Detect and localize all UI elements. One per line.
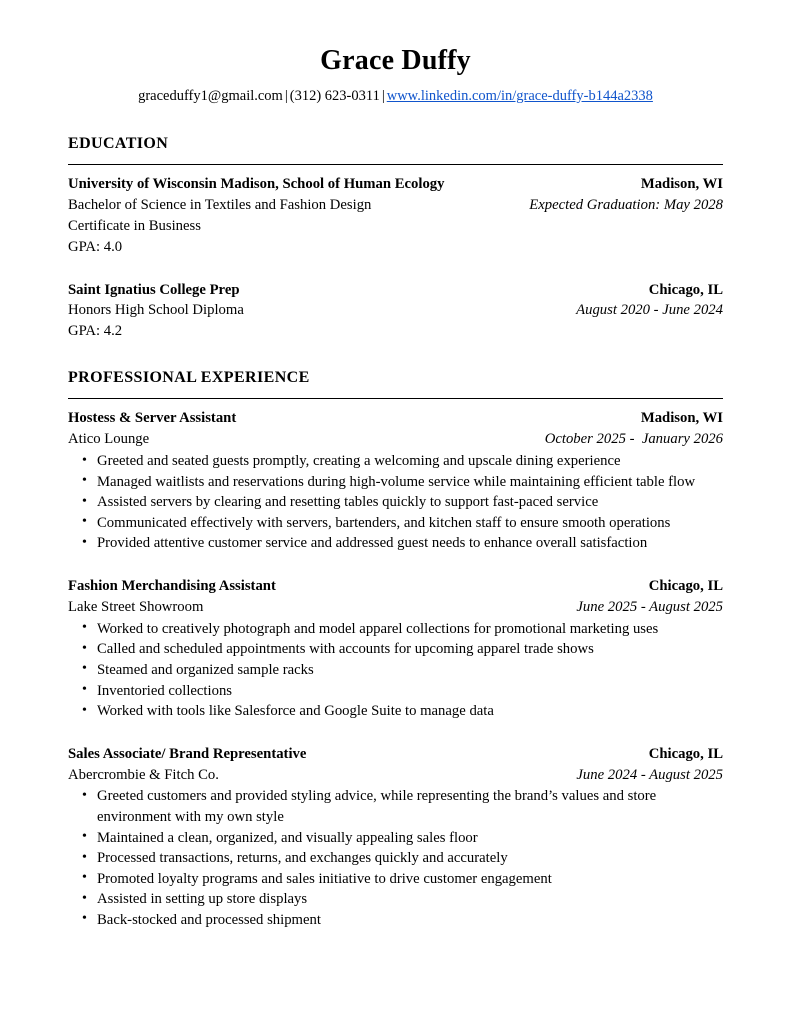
entry-role: Honors High School Diploma [68,302,244,319]
entry-bullet-list [68,786,723,930]
bullet-item: • Processed transactions, returns, and exchanges quickly and accurately [68,848,723,869]
entry-role: Bachelor of Science in Textiles and Fashion Design [68,196,372,213]
entry-bullet-list [68,451,723,554]
entry-location: Chicago, IL [648,745,723,762]
bullet-item: • Communicated effectively with servers, bartenders, and kitchen staff to ensure smooth operations [68,513,723,534]
resume-entry [68,408,723,554]
resume-entry [68,280,723,343]
entry-header-row [68,744,723,765]
resume-sections [68,134,723,931]
entry-dates: Expected Graduation: May 2028 [529,196,723,213]
entry-dates: October 2025 - January 2026 [544,431,723,448]
entry-detail-line: Certificate in Business [68,217,201,234]
phone-text: (312) 623-0311 [289,88,380,105]
bullet-item: • Assisted in setting up store displays [68,889,723,910]
entry-header-row [68,280,723,301]
bullet-item: • Worked with tools like Salesforce and Google Suite to manage data [68,701,723,722]
entry-subheader-row [68,195,723,216]
bullet-item: • Steamed and organized sample racks [68,660,723,681]
resume-entry [68,576,723,722]
bullet-item: • Assisted servers by clearing and resetting tables quickly to support fast-paced service [68,492,723,513]
entry-spacer [68,722,723,744]
resume-entry [68,174,723,258]
bullet-item: • Greeted and seated guests promptly, creating a welcoming and upscale dining experience [68,451,723,472]
entry-subheader-row [68,429,723,450]
linkedin-link[interactable]: www.linkedin.com/in/grace-duffy-b144a2338 [386,88,653,105]
entry-location: Chicago, IL [648,578,723,595]
entry-organization: Sales Associate/ Brand Representative [68,745,307,762]
entry-detail-line: GPA: 4.0 [68,238,123,255]
entry-role: Atico Lounge [68,431,150,448]
bullet-item: • Managed waitlists and reservations during high-volume service while maintaining efficient table flow [68,472,723,493]
bullet-item: • Back-stocked and processed shipment [68,910,723,931]
section-professional-experience [68,368,723,930]
entry-role: Lake Street Showroom [68,598,204,615]
entry-spacer [68,554,723,576]
entry-header-row [68,576,723,597]
entry-organization: Hostess & Server Assistant [68,410,237,427]
bullet-item: • Inventoried collections [68,681,723,702]
contact-separator-1: | [284,88,288,105]
section-title: PROFESSIONAL EXPERIENCE [68,369,310,387]
section-title: EDUCATION [68,134,169,152]
bullet-item: • Maintained a clean, organized, and visually appealing sales floor [68,828,723,849]
entry-bullet-list [68,619,723,722]
entry-subheader-row [68,300,723,321]
resume-entry [68,744,723,931]
contact-separator-2: | [381,88,385,105]
entry-dates: June 2024 - August 2025 [576,766,723,783]
entry-header-row [68,408,723,429]
entry-location: Chicago, IL [648,281,723,298]
section-education [68,134,723,342]
entry-subheader-row [68,765,723,786]
email-text: graceduffy1@gmail.com [138,88,283,105]
entry-dates: June 2025 - August 2025 [576,598,723,615]
entry-header-row [68,174,723,195]
section-divider [68,164,723,165]
entry-detail-line: GPA: 4.2 [68,323,123,340]
entry-organization: University of Wisconsin Madison, School of Human Ecology [68,176,445,193]
contact-line [68,87,723,106]
entry-location: Madison, WI [640,410,723,427]
bullet-item: • Called and scheduled appointments with accounts for upcoming apparel trade shows [68,639,723,660]
section-spacer [68,342,723,368]
section-divider [68,398,723,399]
bullet-item: • Worked to creatively photograph and model apparel collections for promotional marketing uses [68,619,723,640]
entry-dates: August 2020 - June 2024 [576,302,723,319]
entry-spacer [68,258,723,280]
entry-organization: Saint Ignatius College Prep [68,281,240,298]
entry-role: Abercrombie & Fitch Co. [68,766,219,783]
bullet-item: • Greeted customers and provided styling advice, while representing the brand’s values and store environment with my own style [68,786,723,827]
entry-organization: Fashion Merchandising Assistant [68,578,276,595]
entry-location: Madison, WI [640,176,723,193]
page-title: Grace Duffy [320,45,471,76]
entry-subheader-row [68,597,723,618]
bullet-item: • Provided attentive customer service and addressed guest needs to enhance overall satisfaction [68,533,723,554]
bullet-item: • Promoted loyalty programs and sales initiative to drive customer engagement [68,869,723,890]
